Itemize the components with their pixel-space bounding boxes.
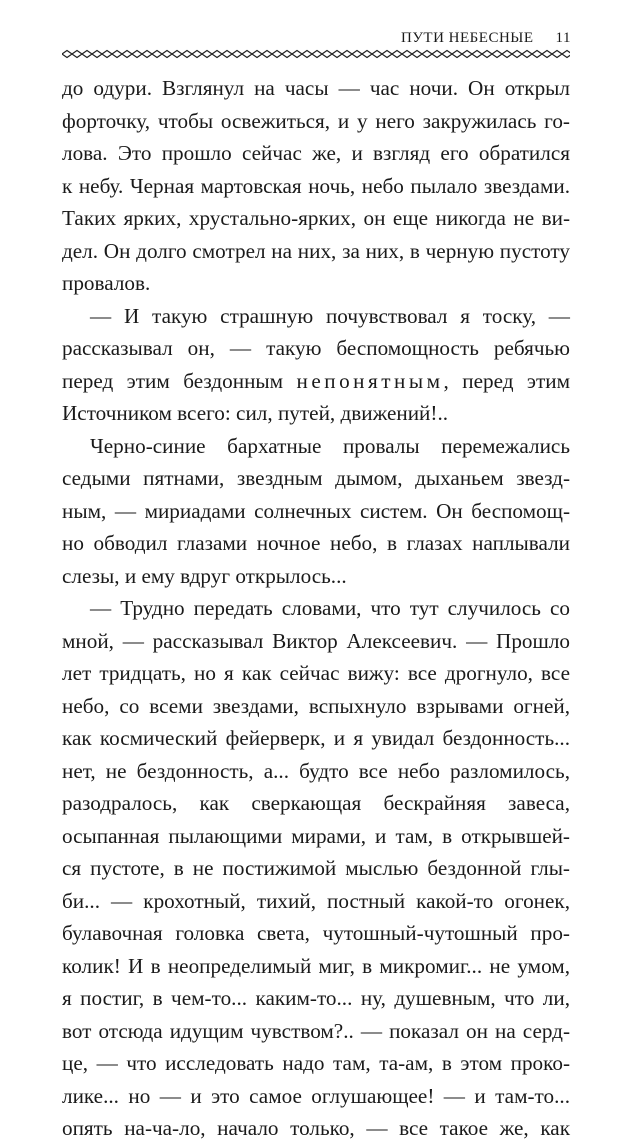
text-line: Черно-синие бархатные провалы перемежались — [90, 433, 570, 458]
text-line: до одури. Взглянул на часы — час ночи. Он открыл — [62, 76, 570, 100]
running-title: ПУТИ НЕБЕСНЫЕ — [400, 30, 534, 46]
text-line: небо, со всеми звездами, вспыхнуло взрывами огней, — [62, 693, 570, 718]
text-line: дел. Он долго смотрел на них, за них, в черную пустоту — [62, 238, 570, 263]
text-line: разодралось, как сверкающая бескрайняя завеса, — [62, 791, 570, 815]
text-line: — Трудно передать словами, что тут случилось со — [90, 596, 570, 620]
text-segment: перед этим бездонным — [62, 368, 284, 393]
text-segment: , перед этим — [443, 368, 571, 393]
text-line: лике... но — и это самое оглушающее! — и там-то... — [62, 1083, 570, 1108]
text-line: це, — что исследовать надо там, та-ам, в этом проко- — [62, 1051, 570, 1075]
emphasized-word: непонятным — [296, 368, 444, 393]
page-number: 11 — [555, 30, 571, 46]
text-line: провалов. — [62, 271, 151, 295]
text-line: но обводил глазами ночное небо, в глазах наплывали — [62, 531, 570, 555]
text-line: лова. Это прошло сейчас же, и взгляд его обратился — [62, 141, 570, 165]
text-line: вот отсюда идущим чувством?.. — показал он на серд- — [62, 1018, 570, 1043]
text-line: — И такую страшную почувствовал я тоску, — — [90, 303, 570, 328]
text-line: мной, — рассказывал Виктор Алексеевич. — Прошло — [62, 628, 570, 653]
text-line: к небу. Черная мартовская ночь, небо пылало звездами. — [62, 173, 570, 198]
text-line: би... — крохотный, тихий, постный какой-то огонек, — [62, 888, 570, 913]
text-line: форточку, чтобы освежиться, и у него закружилась го- — [62, 108, 570, 133]
header-ornament-rule — [62, 49, 570, 59]
text-line: я постиг, в чем-то... каким-то... ну, душевным, что ли, — [62, 986, 570, 1010]
text-line: булавочная головка света, чутошный-чутошный про- — [62, 921, 570, 945]
text-line: ным, — мириадами солнечных систем. Он беспомощ- — [62, 498, 570, 523]
text-line: ся пустоте, в не постижимой мыслью бездонной глы- — [62, 856, 570, 880]
text-line-with-emphasis — [62, 365, 570, 398]
body-text — [62, 72, 570, 1145]
running-header — [401, 30, 571, 47]
text-line: Таких ярких, хрустально-ярких, он еще никогда не ви- — [62, 206, 570, 230]
text-line: осыпанная пылающими мирами, и там, в открывшей- — [62, 823, 570, 848]
text-line: рассказывал он, — такую беспомощность ребячью — [62, 336, 570, 360]
text-line: опять на-ча-ло, начало только, — все такое же, как — [62, 1116, 570, 1140]
text-line: как космический фейерверк, и я увидал бездонность... — [62, 726, 570, 750]
text-line: колик! И в неопределимый миг, в микромиг... не умом, — [62, 953, 570, 978]
text-line: Источником всего: сил, путей, движений!.. — [62, 401, 449, 425]
text-line: нет, не бездонность, а... будто все небо разломилось, — [62, 758, 570, 783]
text-line: слезы, и ему вдруг открылось... — [62, 563, 347, 588]
text-line: лет тридцать, но я как сейчас вижу: все дрогнуло, все — [62, 661, 570, 685]
text-line: седыми пятнами, звездным дымом, дыханьем звезд- — [62, 466, 570, 490]
